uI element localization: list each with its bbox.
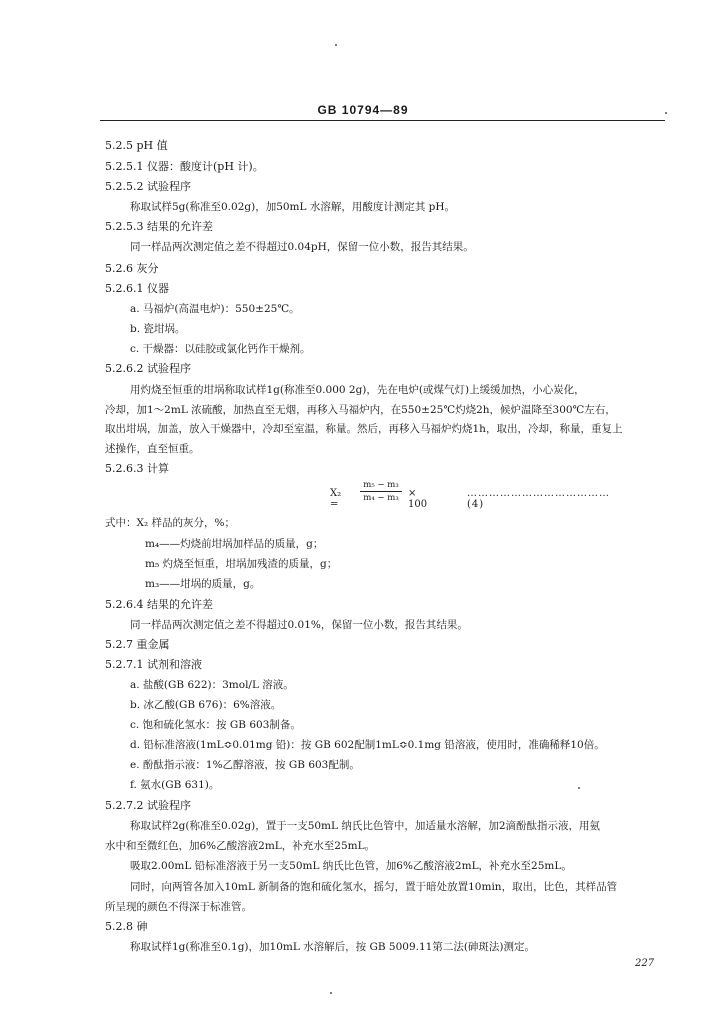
list-item: c. 干燥器：以硅胶或氯化钙作干燥剂。 <box>130 343 311 355</box>
body-line: 取出坩埚，加盖，放入干燥器中，冷却至室温，称量。然后，再移入马福炉灼烧1h，取出，冷却，称量，重复上 <box>105 423 623 435</box>
body-line: 称取试样1g(称准至0.1g)，加10mL 水溶解后，按 GB 5009.11第二法(砷斑法)测定。 <box>130 941 536 953</box>
body-line: 同时，向两管各加入10mL 新制备的饱和硫化氢水，摇匀，置于暗处放置10min，取出，比色，其样品管 <box>130 881 618 893</box>
heading-5-2-7-1: 5.2.7.1 试剂和溶液 <box>105 658 202 671</box>
formula-leader: …………………………………(4) <box>467 488 610 510</box>
page-header: GB 10794—89 <box>317 103 409 117</box>
body-line: 冷却，加1～2mL 浓硫酸，加热直至无烟，再移入马福炉内，在550±25℃灼烧2h，候炉温降至300℃左右， <box>105 404 616 416</box>
list-item: e. 酚酞指示液：1%乙醇溶液，按 GB 603配制。 <box>130 759 360 771</box>
body-line: 吸取2.00mL 铅标准溶液于另一支50mL 纳氏比色管，加6%乙酸溶液2mL，补充水至25mL。 <box>130 860 572 872</box>
scan-speck <box>665 112 667 114</box>
formula-numerator: m₅ − m₃ <box>360 480 402 492</box>
body-line: 述操作，直至恒重。 <box>105 443 200 455</box>
list-item: a. 马福炉(高温电炉)：550±25℃。 <box>130 303 300 315</box>
variable-def: m₅ 灼烧至恒重，坩埚加残渣的质量，g； <box>145 558 338 570</box>
variable-def: m₃——坩埚的质量，g。 <box>145 578 261 590</box>
heading-5-2-5-1: 5.2.5.1 仪器：酸度计(pH 计)。 <box>105 160 264 173</box>
list-item: a. 盐酸(GB 622)：3mol/L 溶液。 <box>130 679 294 691</box>
list-item: c. 饱和硫化氢水：按 GB 603制备。 <box>130 719 301 731</box>
heading-5-2-6-4: 5.2.6.4 结果的允许差 <box>105 598 213 611</box>
body-line: 所呈现的颜色不得深于标准管。 <box>105 901 252 913</box>
heading-5-2-5-2: 5.2.5.2 试验程序 <box>105 180 191 193</box>
formula-rhs: × 100 <box>408 488 428 510</box>
list-item: b. 瓷坩埚。 <box>130 323 186 335</box>
body-line: 称取试样5g(称准至0.02g)，加50mL 水溶解，用酸度计测定其 pH。 <box>130 201 456 213</box>
body-line: 水中和至微红色，加6%乙酸溶液2mL，补充水至25mL。 <box>105 840 376 852</box>
heading-5-2-6-2: 5.2.6.2 试验程序 <box>105 362 191 375</box>
formula-fraction <box>360 480 402 503</box>
list-item: d. 铅标准溶液(1mL≎0.01mg 铅)：按 GB 602配制1mL≎0.1mg 铅溶液，使用时，准确稀释10倍。 <box>130 739 605 751</box>
variable-def: 式中：X₂ 样品的灰分，%； <box>105 517 235 529</box>
body-line: 同一样品两次测定值之差不得超过0.04pH，保留一位小数，报告其结果。 <box>130 241 474 253</box>
heading-5-2-6-3: 5.2.6.3 计算 <box>105 462 169 475</box>
formula-lhs: X₂ = <box>330 488 342 510</box>
scan-speck <box>335 44 337 46</box>
heading-5-2-5-3: 5.2.5.3 结果的允许差 <box>105 220 213 233</box>
variable-def: m₄——灼烧前坩埚加样品的质量，g； <box>145 538 324 550</box>
heading-5-2-6: 5.2.6 灰分 <box>105 262 159 275</box>
heading-5-2-6-1: 5.2.6.1 仪器 <box>105 282 169 295</box>
heading-5-2-8: 5.2.8 砷 <box>105 920 148 933</box>
body-line: 用灼烧至恒重的坩埚称取试样1g(称准至0.000 2g)，先在电炉(或煤气灯)上缓缓加热，小心炭化， <box>130 384 585 396</box>
list-item: b. 冰乙酸(GB 676)：6%溶液。 <box>130 699 282 711</box>
formula-denominator: m₄ − m₃ <box>363 493 399 503</box>
body-line: 同一样品两次测定值之差不得超过0.01%，保留一位小数，报告其结果。 <box>130 619 468 631</box>
heading-5-2-5: 5.2.5 pH 值 <box>105 139 168 152</box>
list-item: f. 氨水(GB 631)。 <box>130 779 220 791</box>
heading-5-2-7-2: 5.2.7.2 试验程序 <box>105 799 191 812</box>
scan-speck <box>330 992 332 994</box>
header-rule <box>100 120 665 121</box>
scan-speck <box>578 787 580 789</box>
body-line: 称取试样2g(称准至0.02g)，置于一支50mL 纳氏比色管中，加适量水溶解，加2滴酚酞指示液，用氨 <box>130 820 601 832</box>
page-number: 227 <box>635 958 655 969</box>
heading-5-2-7: 5.2.7 重金属 <box>105 638 170 651</box>
